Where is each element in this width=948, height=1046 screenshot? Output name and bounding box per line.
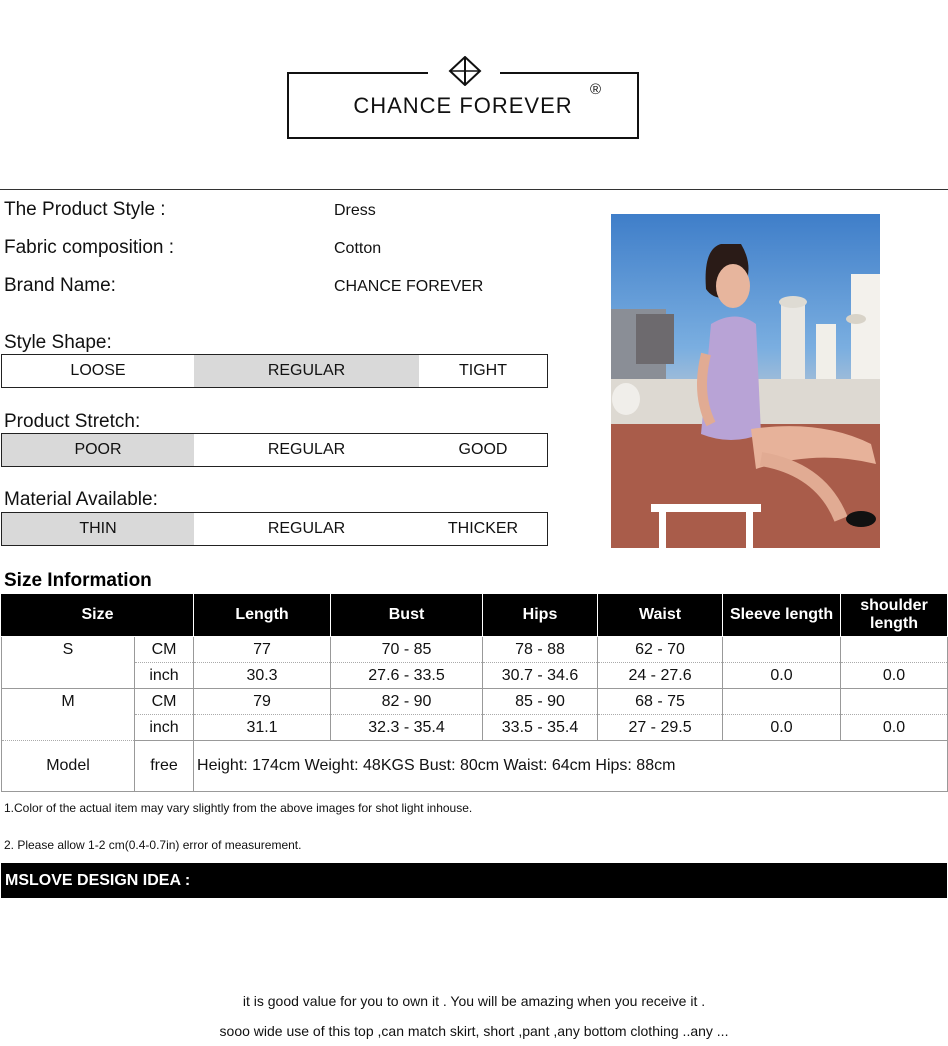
table-row bbox=[2, 663, 948, 689]
model-size: free bbox=[135, 741, 194, 792]
design-idea-title: MSLOVE DESIGN IDEA : bbox=[5, 871, 191, 889]
shoulder-cell: 0.0 bbox=[841, 663, 948, 689]
header-hips: Hips bbox=[483, 594, 598, 637]
sleeve-cell bbox=[723, 637, 841, 663]
waist-cell: 27 - 29.5 bbox=[598, 715, 723, 741]
material-label: Material Available: bbox=[4, 489, 158, 510]
header-size: Size bbox=[2, 594, 194, 637]
bust-cell: 70 - 85 bbox=[331, 637, 483, 663]
unit-cell: CM bbox=[135, 637, 194, 663]
fabric-composition-label: Fabric composition : bbox=[4, 237, 175, 258]
bust-cell: 27.6 - 33.5 bbox=[331, 663, 483, 689]
header-bust: Bust bbox=[331, 594, 483, 637]
stretch-option-regular: REGULAR bbox=[267, 441, 346, 458]
hips-cell: 30.7 - 34.6 bbox=[483, 663, 598, 689]
size-table bbox=[1, 593, 948, 792]
bust-cell: 32.3 - 35.4 bbox=[331, 715, 483, 741]
model-label: Model bbox=[2, 741, 135, 792]
product-style-value: Dress bbox=[334, 202, 376, 219]
product-style-label: The Product Style : bbox=[4, 199, 166, 220]
material-option-thin: THIN bbox=[2, 513, 194, 545]
hips-cell: 85 - 90 bbox=[483, 689, 598, 715]
model-photo bbox=[611, 214, 880, 548]
shoulder-cell: 0.0 bbox=[841, 715, 948, 741]
note-color-variation: 1.Color of the actual item may vary slightly from the above images for shot light inhouse. bbox=[4, 801, 473, 815]
diamond-logo-icon bbox=[448, 56, 482, 86]
stretch-option-poor: POOR bbox=[2, 434, 194, 466]
sleeve-cell bbox=[723, 689, 841, 715]
size-information-title: Size Information bbox=[4, 570, 152, 591]
closing-line-2: sooo wide use of this top ,can match skirt, short ,pant ,any bottom clothing ..any ... bbox=[219, 1023, 729, 1039]
brand-name-label: Brand Name: bbox=[4, 275, 116, 296]
shoulder-cell bbox=[841, 637, 948, 663]
material-options bbox=[1, 512, 548, 546]
sleeve-cell: 0.0 bbox=[723, 715, 841, 741]
material-option-regular: REGULAR bbox=[267, 520, 346, 537]
stretch-option-good: GOOD bbox=[458, 441, 508, 458]
product-stretch-options bbox=[1, 433, 548, 467]
style-shape-option-tight: TIGHT bbox=[459, 362, 507, 379]
size-table-header bbox=[2, 594, 948, 637]
hips-cell: 33.5 - 35.4 bbox=[483, 715, 598, 741]
style-shape-options bbox=[1, 354, 548, 388]
header-sleeve-length: Sleeve length bbox=[723, 594, 841, 637]
unit-cell: inch bbox=[135, 715, 194, 741]
header-waist: Waist bbox=[598, 594, 723, 637]
brand-name-value: CHANCE FOREVER bbox=[334, 278, 484, 295]
model-photo-illustration bbox=[611, 214, 880, 548]
length-cell: 30.3 bbox=[194, 663, 331, 689]
model-measurements: Height: 174cm Weight: 48KGS Bust: 80cm Waist: 64cm Hips: 88cm bbox=[194, 741, 948, 792]
design-idea-bar bbox=[1, 863, 947, 898]
fabric-composition-value: Cotton bbox=[334, 240, 382, 257]
unit-cell: CM bbox=[135, 689, 194, 715]
material-option-thicker: THICKER bbox=[447, 520, 519, 537]
sleeve-cell: 0.0 bbox=[723, 663, 841, 689]
size-cell: S bbox=[2, 637, 135, 689]
note-measurement-error: 2. Please allow 1-2 cm(0.4-0.7in) error of measurement. bbox=[4, 838, 302, 852]
registered-mark: ® bbox=[590, 81, 602, 98]
length-cell: 31.1 bbox=[194, 715, 331, 741]
closing-line-1: it is good value for you to own it . You will be amazing when you receive it . bbox=[242, 993, 706, 1009]
style-shape-option-loose: LOOSE bbox=[70, 362, 126, 379]
header-length: Length bbox=[194, 594, 331, 637]
unit-cell: inch bbox=[135, 663, 194, 689]
bust-cell: 82 - 90 bbox=[331, 689, 483, 715]
header-shoulder-length: shoulder length bbox=[841, 594, 948, 637]
section-divider bbox=[0, 189, 948, 190]
hips-cell: 78 - 88 bbox=[483, 637, 598, 663]
waist-cell: 24 - 27.6 bbox=[598, 663, 723, 689]
length-cell: 79 bbox=[194, 689, 331, 715]
shoulder-cell bbox=[841, 689, 948, 715]
table-row bbox=[2, 637, 948, 663]
style-shape-option-regular: REGULAR bbox=[194, 355, 419, 387]
product-stretch-label: Product Stretch: bbox=[4, 411, 141, 432]
model-row bbox=[2, 741, 948, 792]
table-row bbox=[2, 689, 948, 715]
waist-cell: 68 - 75 bbox=[598, 689, 723, 715]
length-cell: 77 bbox=[194, 637, 331, 663]
style-shape-label: Style Shape: bbox=[4, 332, 112, 353]
waist-cell: 62 - 70 bbox=[598, 637, 723, 663]
table-row bbox=[2, 715, 948, 741]
brand-logo-text: CHANCE FOREVER bbox=[353, 93, 573, 118]
size-cell: M bbox=[2, 689, 135, 741]
